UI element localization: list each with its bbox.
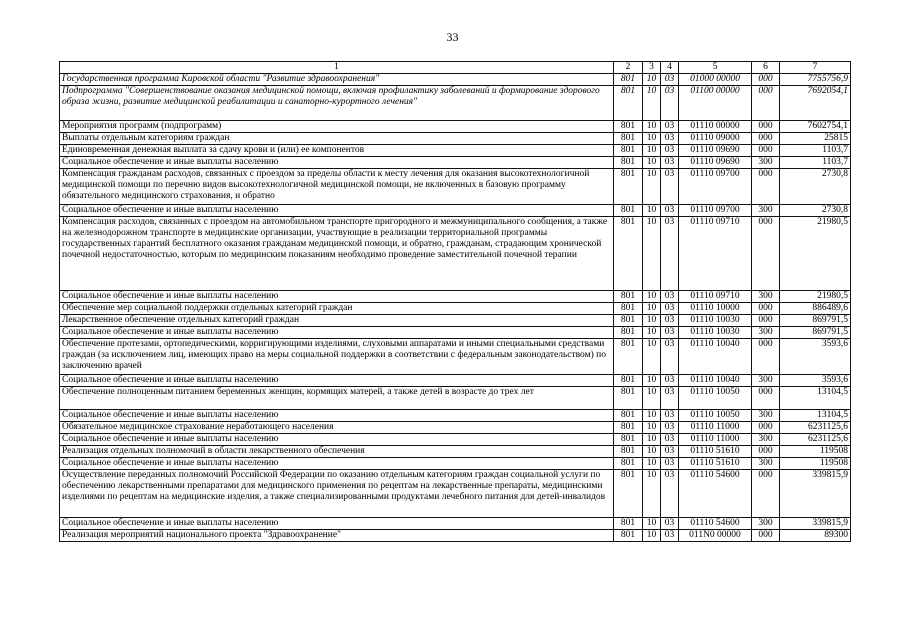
subsection-code-cell: 03 [661, 217, 679, 291]
section-code-cell: 10 [643, 303, 661, 315]
ministry-code-cell: 801 [614, 458, 643, 470]
subsection-code-cell: 03 [661, 74, 679, 86]
subsection-code-cell: 03 [661, 422, 679, 434]
target-article-cell: 01110 09700 [679, 205, 752, 217]
expense-type-cell: 300 [752, 518, 780, 530]
expense-type-cell: 300 [752, 327, 780, 339]
amount-cell: 339815,9 [780, 518, 851, 530]
row-name-cell: Реализация отдельных полномочий в области лекарственного обеспечения [60, 446, 614, 458]
expense-type-cell: 000 [752, 315, 780, 327]
table-row [60, 86, 851, 121]
section-code-cell: 10 [643, 422, 661, 434]
expense-type-cell: 000 [752, 387, 780, 410]
table-row [60, 434, 851, 446]
column-header: 1 [60, 62, 614, 74]
subsection-code-cell: 03 [661, 458, 679, 470]
amount-cell: 21980,5 [780, 291, 851, 303]
row-name-cell: Обеспечение мер социальной поддержки отдельных категорий граждан [60, 303, 614, 315]
target-article-cell: 01110 09690 [679, 145, 752, 157]
target-article-cell: 01110 10030 [679, 315, 752, 327]
section-code-cell: 10 [643, 387, 661, 410]
amount-cell: 7692054,1 [780, 86, 851, 121]
section-code-cell: 10 [643, 145, 661, 157]
expense-type-cell: 000 [752, 470, 780, 518]
target-article-cell: 01110 11000 [679, 434, 752, 446]
amount-cell: 339815,9 [780, 470, 851, 518]
amount-cell: 1103,7 [780, 145, 851, 157]
subsection-code-cell: 03 [661, 145, 679, 157]
subsection-code-cell: 03 [661, 339, 679, 375]
amount-cell: 13104,5 [780, 387, 851, 410]
row-name-cell: Мероприятия программ (подпрограмм) [60, 121, 614, 133]
table-row [60, 145, 851, 157]
target-article-cell: 01110 10040 [679, 339, 752, 375]
target-article-cell: 01110 09700 [679, 169, 752, 205]
table-row [60, 169, 851, 205]
amount-cell: 2730,8 [780, 169, 851, 205]
target-article-cell: 01110 00000 [679, 121, 752, 133]
table-row [60, 422, 851, 434]
expense-type-cell: 300 [752, 410, 780, 422]
section-code-cell: 10 [643, 315, 661, 327]
amount-cell: 25815 [780, 133, 851, 145]
row-name-cell: Социальное обеспечение и иные выплаты населению [60, 458, 614, 470]
subsection-code-cell: 03 [661, 169, 679, 205]
target-article-cell: 01110 10050 [679, 387, 752, 410]
subsection-code-cell: 03 [661, 518, 679, 530]
row-name-cell: Государственная программа Кировской области "Развитие здравоохранения" [60, 74, 614, 86]
section-code-cell: 10 [643, 217, 661, 291]
section-code-cell: 10 [643, 375, 661, 387]
amount-cell: 7602754,1 [780, 121, 851, 133]
expense-type-cell: 000 [752, 133, 780, 145]
target-article-cell: 01110 10040 [679, 375, 752, 387]
expense-type-cell: 000 [752, 303, 780, 315]
table-row [60, 410, 851, 422]
expense-type-cell: 000 [752, 217, 780, 291]
ministry-code-cell: 801 [614, 315, 643, 327]
ministry-code-cell: 801 [614, 169, 643, 205]
column-header: 2 [614, 62, 643, 74]
expense-type-cell: 300 [752, 458, 780, 470]
row-name-cell: Социальное обеспечение и иные выплаты населению [60, 434, 614, 446]
ministry-code-cell: 801 [614, 74, 643, 86]
target-article-cell: 01110 51610 [679, 458, 752, 470]
subsection-code-cell: 03 [661, 303, 679, 315]
expense-type-cell: 000 [752, 86, 780, 121]
row-name-cell: Социальное обеспечение и иные выплаты населению [60, 157, 614, 169]
column-header: 3 [643, 62, 661, 74]
table-row [60, 339, 851, 375]
subsection-code-cell: 03 [661, 530, 679, 542]
target-article-cell: 01110 09000 [679, 133, 752, 145]
ministry-code-cell: 801 [614, 446, 643, 458]
column-header: 4 [661, 62, 679, 74]
column-header: 5 [679, 62, 752, 74]
amount-cell: 13104,5 [780, 410, 851, 422]
target-article-cell: 011N0 00000 [679, 530, 752, 542]
amount-cell: 119508 [780, 446, 851, 458]
row-name-cell: Реализация мероприятий национального проекта "Здравоохранение" [60, 530, 614, 542]
expense-type-cell: 000 [752, 530, 780, 542]
amount-cell: 89300 [780, 530, 851, 542]
table-row [60, 157, 851, 169]
row-name-cell: Обеспечение протезами, ортопедическими, корригирующими изделиями, слуховыми аппаратами и иными специальными средствами граждан (за исключением лиц, имеющих право на меры социальной поддержки в соответствии с федеральным законодательством) по заключению врачей [60, 339, 614, 375]
expense-type-cell: 300 [752, 434, 780, 446]
subsection-code-cell: 03 [661, 470, 679, 518]
column-header: 7 [780, 62, 851, 74]
section-code-cell: 10 [643, 133, 661, 145]
row-name-cell: Подпрограмма "Совершенствование оказания медицинской помощи, включая профилактику заболеваний и формирование здорового образа жизни, развитие медицинской реабилитации и санаторно-курортного лечения" [60, 86, 614, 121]
ministry-code-cell: 801 [614, 339, 643, 375]
expense-type-cell: 300 [752, 157, 780, 169]
table-row [60, 121, 851, 133]
expense-type-cell: 000 [752, 121, 780, 133]
target-article-cell: 01110 10050 [679, 410, 752, 422]
target-article-cell: 01110 09710 [679, 291, 752, 303]
table-row [60, 205, 851, 217]
ministry-code-cell: 801 [614, 422, 643, 434]
row-name-cell: Социальное обеспечение и иные выплаты населению [60, 291, 614, 303]
ministry-code-cell: 801 [614, 157, 643, 169]
ministry-code-cell: 801 [614, 121, 643, 133]
section-code-cell: 10 [643, 446, 661, 458]
expense-type-cell: 000 [752, 446, 780, 458]
row-name-cell: Осуществление переданных полномочий Российской Федерации по оказанию отдельным категориям граждан социальной услуги по обеспечению лекарственными препаратами для медицинского применения по рецептам на лекарственные препараты, медицинскими изделиями по рецептам на медицинские изделия, а также специализированными продуктами лечебного питания для детей-инвалидов [60, 470, 614, 518]
ministry-code-cell: 801 [614, 145, 643, 157]
target-article-cell: 01110 09690 [679, 157, 752, 169]
target-article-cell: 01110 09710 [679, 217, 752, 291]
expense-type-cell: 000 [752, 145, 780, 157]
expense-type-cell: 300 [752, 291, 780, 303]
section-code-cell: 10 [643, 74, 661, 86]
section-code-cell: 10 [643, 339, 661, 375]
target-article-cell: 01110 54600 [679, 518, 752, 530]
row-name-cell: Социальное обеспечение и иные выплаты населению [60, 327, 614, 339]
ministry-code-cell: 801 [614, 470, 643, 518]
page-number: 33 [446, 30, 459, 44]
ministry-code-cell: 801 [614, 410, 643, 422]
subsection-code-cell: 03 [661, 86, 679, 121]
target-article-cell: 01110 11000 [679, 422, 752, 434]
ministry-code-cell: 801 [614, 303, 643, 315]
section-code-cell: 10 [643, 121, 661, 133]
table-row [60, 303, 851, 315]
table-row [60, 470, 851, 518]
section-code-cell: 10 [643, 434, 661, 446]
amount-cell: 21980,5 [780, 217, 851, 291]
amount-cell: 6231125,6 [780, 422, 851, 434]
expense-type-cell: 000 [752, 422, 780, 434]
subsection-code-cell: 03 [661, 446, 679, 458]
amount-cell: 3593,6 [780, 375, 851, 387]
target-article-cell: 01110 10030 [679, 327, 752, 339]
ministry-code-cell: 801 [614, 205, 643, 217]
target-article-cell: 01000 00000 [679, 74, 752, 86]
table-row [60, 530, 851, 542]
ministry-code-cell: 801 [614, 434, 643, 446]
subsection-code-cell: 03 [661, 121, 679, 133]
table-row [60, 315, 851, 327]
table-row [60, 387, 851, 410]
row-name-cell: Социальное обеспечение и иные выплаты населению [60, 410, 614, 422]
section-code-cell: 10 [643, 205, 661, 217]
ministry-code-cell: 801 [614, 217, 643, 291]
table-row [60, 74, 851, 86]
table-row [60, 446, 851, 458]
section-code-cell: 10 [643, 291, 661, 303]
amount-cell: 1103,7 [780, 157, 851, 169]
row-name-cell: Обязательное медицинское страхование неработающего населения [60, 422, 614, 434]
row-name-cell: Лекарственное обеспечение отдельных категорий граждан [60, 315, 614, 327]
target-article-cell: 01110 51610 [679, 446, 752, 458]
ministry-code-cell: 801 [614, 387, 643, 410]
table-header-row [60, 62, 851, 74]
row-name-cell: Социальное обеспечение и иные выплаты населению [60, 518, 614, 530]
expense-type-cell: 300 [752, 205, 780, 217]
table-row [60, 458, 851, 470]
row-name-cell: Единовременная денежная выплата за сдачу крови и (или) ее компонентов [60, 145, 614, 157]
ministry-code-cell: 801 [614, 530, 643, 542]
subsection-code-cell: 03 [661, 205, 679, 217]
amount-cell: 119508 [780, 458, 851, 470]
ministry-code-cell: 801 [614, 518, 643, 530]
section-code-cell: 10 [643, 470, 661, 518]
subsection-code-cell: 03 [661, 387, 679, 410]
subsection-code-cell: 03 [661, 410, 679, 422]
ministry-code-cell: 801 [614, 375, 643, 387]
amount-cell: 886489,6 [780, 303, 851, 315]
budget-table [59, 61, 851, 542]
section-code-cell: 10 [643, 86, 661, 121]
expense-type-cell: 300 [752, 375, 780, 387]
row-name-cell: Компенсация расходов, связанных с проездом на автомобильном транспорте пригородного и межмуниципального сообщения, а также на железнодорожном транспорте в медицинские организации, участвующие в реализации территориальной программы государственных гарантий бесплатного оказания гражданам медицинской помощи, и обратно, гражданам, страдающим хронической почечной недостаточностью, которым по медицинским показаниям необходимо проведение заместительной почечной терапии [60, 217, 614, 291]
ministry-code-cell: 801 [614, 86, 643, 121]
section-code-cell: 10 [643, 530, 661, 542]
amount-cell: 2730,8 [780, 205, 851, 217]
ministry-code-cell: 801 [614, 133, 643, 145]
subsection-code-cell: 03 [661, 327, 679, 339]
section-code-cell: 10 [643, 518, 661, 530]
target-article-cell: 01110 10000 [679, 303, 752, 315]
amount-cell: 3593,6 [780, 339, 851, 375]
target-article-cell: 01100 00000 [679, 86, 752, 121]
section-code-cell: 10 [643, 169, 661, 205]
column-header: 6 [752, 62, 780, 74]
table-row [60, 133, 851, 145]
subsection-code-cell: 03 [661, 315, 679, 327]
expense-type-cell: 000 [752, 339, 780, 375]
row-name-cell: Обеспечение полноценным питанием беременных женщин, кормящих матерей, а также детей в возрасте до трех лет [60, 387, 614, 410]
section-code-cell: 10 [643, 327, 661, 339]
target-article-cell: 01110 54600 [679, 470, 752, 518]
subsection-code-cell: 03 [661, 434, 679, 446]
amount-cell: 869791,5 [780, 327, 851, 339]
table-row [60, 217, 851, 291]
section-code-cell: 10 [643, 410, 661, 422]
table-row [60, 375, 851, 387]
subsection-code-cell: 03 [661, 133, 679, 145]
table-row [60, 291, 851, 303]
expense-type-cell: 000 [752, 169, 780, 205]
subsection-code-cell: 03 [661, 157, 679, 169]
row-name-cell: Социальное обеспечение и иные выплаты населению [60, 375, 614, 387]
table-row [60, 327, 851, 339]
amount-cell: 869791,5 [780, 315, 851, 327]
table-row [60, 518, 851, 530]
row-name-cell: Компенсация гражданам расходов, связанных с проездом за пределы области к месту лечения для оказания высокотехнологичной медицинской помощи по перечню видов высокотехнологичной медицинской помощи, не включенных в базовую программу обязательного медицинского страхования, и обратно [60, 169, 614, 205]
amount-cell: 7755756,9 [780, 74, 851, 86]
row-name-cell: Выплаты отдельным категориям граждан [60, 133, 614, 145]
amount-cell: 6231125,6 [780, 434, 851, 446]
section-code-cell: 10 [643, 458, 661, 470]
subsection-code-cell: 03 [661, 291, 679, 303]
ministry-code-cell: 801 [614, 327, 643, 339]
expense-type-cell: 000 [752, 74, 780, 86]
ministry-code-cell: 801 [614, 291, 643, 303]
row-name-cell: Социальное обеспечение и иные выплаты населению [60, 205, 614, 217]
subsection-code-cell: 03 [661, 375, 679, 387]
section-code-cell: 10 [643, 157, 661, 169]
